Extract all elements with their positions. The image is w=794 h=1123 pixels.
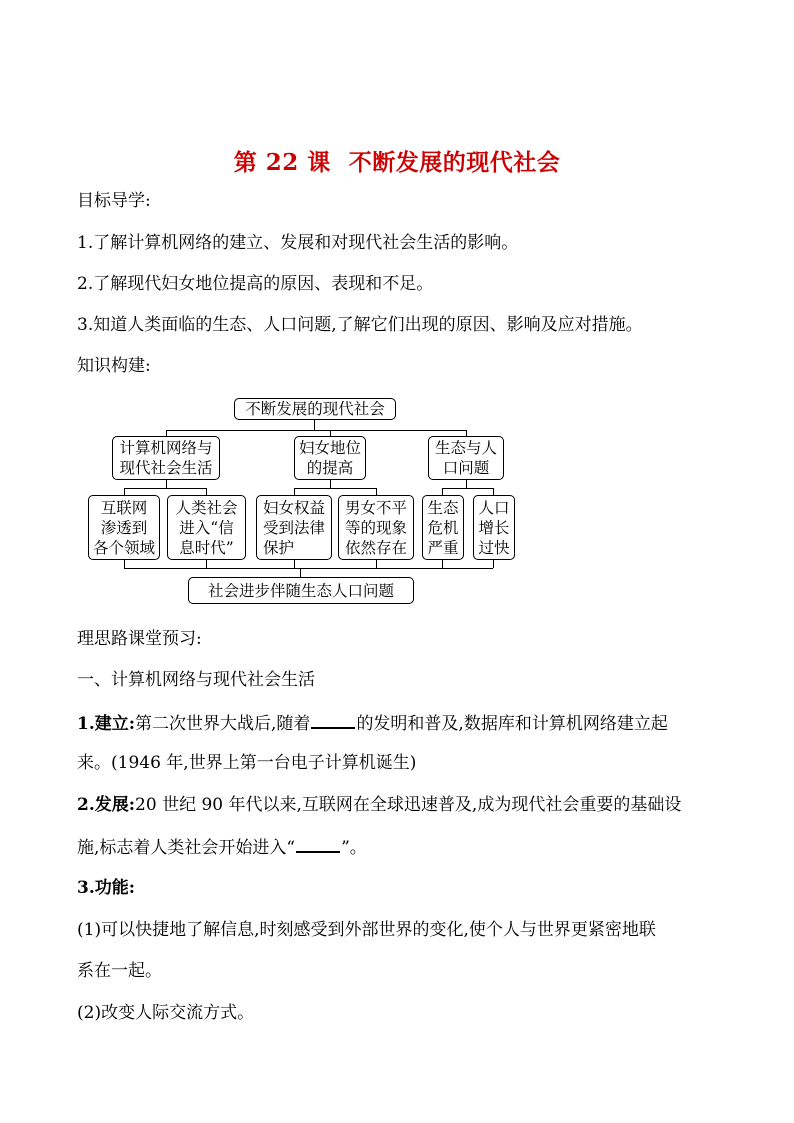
- page-title: [0, 144, 794, 177]
- goal-text: 知道人类面临的生态、人口问题,了解它们出现的原因、影响及应对措施。: [93, 315, 643, 335]
- connector-line: [206, 560, 207, 568]
- branch-line: 的提高: [306, 459, 354, 477]
- fill-blank[interactable]: [311, 711, 355, 729]
- leaf-line: 严重: [427, 538, 459, 557]
- leaf-line: 过快: [478, 538, 510, 557]
- connector-line: [166, 480, 167, 488]
- leaf-line: 人类社会: [175, 498, 238, 517]
- lesson-number: 第 22 课: [233, 149, 331, 176]
- leaf-line: 生态: [427, 498, 459, 517]
- branch-line: 计算机网络与: [119, 439, 213, 457]
- connector-line: [376, 560, 377, 568]
- goal-text: 了解计算机网络的建立、发展和对现代社会生活的影响。: [93, 233, 519, 253]
- connector-line: [294, 560, 295, 568]
- leaf-line: 危机: [427, 518, 459, 537]
- section-knowledge-heading: 知识构建:: [77, 356, 151, 376]
- item3-point1-line1: (1)可以快捷地了解信息,时刻感受到外部世界的变化,使个人与世界更紧密地联: [77, 920, 656, 940]
- connector-line: [314, 420, 315, 430]
- goal-1: [77, 232, 518, 254]
- diagram-summary: [188, 577, 414, 604]
- diagram-leaf-population: [473, 495, 515, 560]
- goal-number: 1.: [77, 233, 94, 253]
- leaf-line: 进入“信: [179, 518, 234, 537]
- leaf-line: 互联网: [100, 498, 148, 517]
- connector-line: [376, 488, 377, 495]
- connector-line: [442, 488, 493, 489]
- goal-number: 3.: [77, 315, 94, 335]
- connector-line: [466, 480, 467, 488]
- goal-3: [77, 314, 643, 336]
- diagram-leaf-inequality: [338, 495, 414, 560]
- leaf-line: 等的现象: [344, 518, 407, 537]
- diagram-root: [234, 398, 396, 420]
- section-goals-heading: 目标导学:: [77, 191, 151, 211]
- item1-text: 第二次世界大战后,随着: [135, 714, 311, 734]
- item1-line2: 来。(1946 年,世界上第一台电子计算机诞生): [77, 753, 417, 773]
- part1-heading: 一、计算机网络与现代社会生活: [77, 670, 315, 690]
- branch-line: 口问题: [442, 459, 490, 477]
- item3-point1-line2: 系在一起。: [77, 961, 162, 981]
- leaf-line: 男女不平: [344, 498, 407, 517]
- connector-line: [206, 488, 207, 495]
- connector-line: [124, 568, 493, 569]
- item3-point2: (2)改变人际交流方式。: [77, 1003, 255, 1023]
- connector-line: [442, 560, 443, 568]
- connector-line: [442, 488, 443, 495]
- section-preview-heading: 理思路课堂预习:: [77, 629, 202, 649]
- leaf-line: 人口: [478, 498, 510, 517]
- leaf-line: 保护: [262, 538, 294, 557]
- diagram-branch-women: [294, 436, 366, 480]
- leaf-line: 依然存在: [344, 538, 407, 557]
- diagram-leaf-info-age: [167, 495, 246, 560]
- goal-2: [77, 273, 433, 295]
- diagram-root-label: 不断发展的现代社会: [245, 400, 385, 418]
- leaf-line: 渗透到: [100, 518, 148, 537]
- branch-line: 现代社会生活: [119, 459, 213, 477]
- lesson-title: 不断发展的现代社会: [348, 149, 561, 176]
- leaf-line: 妇女权益: [262, 498, 325, 517]
- leaf-line: 增长: [478, 518, 510, 537]
- connector-line: [124, 488, 125, 495]
- leaf-line: 受到法律: [262, 518, 325, 537]
- diagram-branch-network: [112, 436, 220, 480]
- connector-line: [124, 560, 125, 568]
- connector-line: [294, 488, 376, 489]
- connector-line: [330, 480, 331, 488]
- item2-line1: [77, 794, 681, 816]
- branch-line: 妇女地位: [298, 439, 361, 457]
- leaf-line: 息时代”: [179, 538, 234, 557]
- diagram-leaf-internet: [88, 495, 160, 560]
- diagram-leaf-ecology-crisis: [422, 495, 464, 560]
- diagram-branch-ecology: [428, 436, 504, 480]
- branch-line: 生态与人: [434, 439, 497, 457]
- leaf-line: 各个领域: [92, 538, 155, 557]
- item1-line1: [77, 711, 668, 735]
- connector-line: [493, 560, 494, 568]
- connector-line: [166, 430, 466, 431]
- item2-text: ”。: [341, 838, 367, 858]
- diagram-leaf-women-rights: [256, 495, 332, 560]
- item2-text: 20 世纪 90 年代以来,互联网在全球迅速普及,成为现代社会重要的基础设: [135, 795, 682, 815]
- connector-line: [124, 488, 206, 489]
- item1-text: 的发明和普及,数据库和计算机网络建立起: [356, 714, 668, 734]
- item2-text: 施,标志着人类社会开始进入“: [77, 838, 296, 858]
- connector-line: [294, 488, 295, 495]
- connector-line: [493, 488, 494, 495]
- item2-line2: [77, 835, 367, 859]
- item3-label: 3.功能:: [77, 878, 136, 898]
- fill-blank[interactable]: [296, 835, 340, 853]
- connector-line: [300, 568, 301, 577]
- item1-label: 1.建立:: [77, 714, 136, 734]
- diagram-summary-label: 社会进步伴随生态人口问题: [207, 581, 394, 600]
- item2-label: 2.发展:: [77, 795, 136, 815]
- goal-text: 了解现代妇女地位提高的原因、表现和不足。: [93, 274, 434, 294]
- goal-number: 2.: [77, 274, 94, 294]
